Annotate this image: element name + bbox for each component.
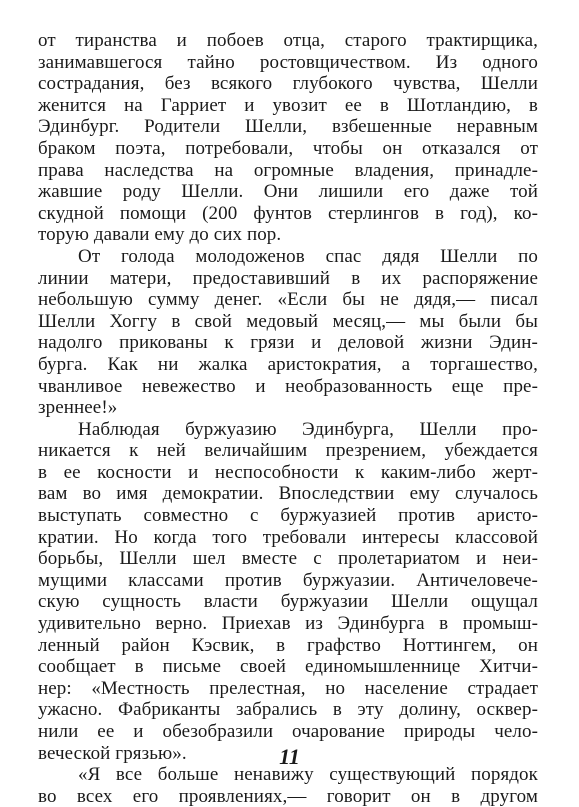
text-line: небольшую сумму денег. «Если бы не дядя,— писал <box>38 289 538 311</box>
text-line: кратии. Но когда того требовали интересы классовой <box>38 526 538 548</box>
page-number: 11 <box>279 744 300 769</box>
text-line: бурга. Как ни жалка аристократия, а торгашество, <box>38 353 538 375</box>
text-line: чванливое невежество и необразованность еще пре- <box>38 375 538 397</box>
text-line: линии матери, предоставивший в их распоряжение <box>38 267 538 289</box>
text-line: борьбы, Шелли шел вместе с пролетариатом и неи- <box>38 548 538 570</box>
text-line: права наследства на огромные владения, принадле- <box>38 159 538 181</box>
text-line: жавшие роду Шелли. Они лишили его даже той <box>38 181 538 203</box>
text-line: занимавшегося тайно ростовщичеством. Из одного <box>38 51 538 73</box>
text-line: удивительно верно. Приехав из Эдинбурга в промыш- <box>38 613 538 635</box>
text-line: вам во имя демократии. Впоследствии ему случалось <box>38 483 538 505</box>
text-line: скую сущность власти буржуазии Шелли ощущал <box>38 591 538 613</box>
text-line: мущими классами против буржуазии. Античеловече- <box>38 569 538 591</box>
text-line: сострадания, без всякого глубокого чувства, Шелли <box>38 73 538 95</box>
text-line: ужасно. Фабриканты забрались в эту долину, осквер- <box>38 699 538 721</box>
text-line: нили ее и обезобразили очарование природы чело- <box>38 721 538 742</box>
text-line: веческой грязью». <box>38 742 187 764</box>
text-line: во всех его проявлениях,— говорит он в другом <box>38 785 538 807</box>
text-line: скудной помощи (200 фунтов стерлингов в год), ко- <box>38 202 538 224</box>
text-line: в ее косности и неспособности к каким-либо жерт- <box>38 461 538 483</box>
text-line: надолго прикованы к грязи и деловой жизни Эдин- <box>38 332 538 354</box>
text-line: от тиранства и побоев отца, старого трактирщика, <box>38 30 538 51</box>
text-line: сообщает в письме своей единомышленнице Хитчи- <box>38 656 538 678</box>
body-text <box>38 30 538 807</box>
paragraph-start-line: От голода молодоженов спас дядя Шелли по <box>78 245 538 267</box>
paragraph-start-line: «Я все больше ненавижу существующий порядок <box>78 764 538 786</box>
text-line: Шелли Хоггу в свой медовый месяц,— мы были бы <box>38 310 538 332</box>
text-line: Эдинбург. Родители Шелли, взбешенные неравным <box>38 116 538 138</box>
text-line: выступать совместно с буржуазией против аристо- <box>38 505 538 527</box>
text-line: никается к ней величайшим презрением, убеждается <box>38 440 538 462</box>
text-line: зреннее!» <box>38 397 118 419</box>
paragraph-start-line: Наблюдая буржуазию Эдинбурга, Шелли про- <box>78 418 538 440</box>
text-line: нер: «Местность прелестная, но население страдает <box>38 677 538 699</box>
text-line: торую давали ему до сих пор. <box>38 224 282 246</box>
text-line: женится на Гарриет и увозит ее в Шотландию, в <box>38 94 538 116</box>
text-line: браком поэта, потребовали, чтобы он отказался от <box>38 137 538 159</box>
text-line: ленный район Кэсвик, в графство Ноттингем, он <box>38 634 538 656</box>
